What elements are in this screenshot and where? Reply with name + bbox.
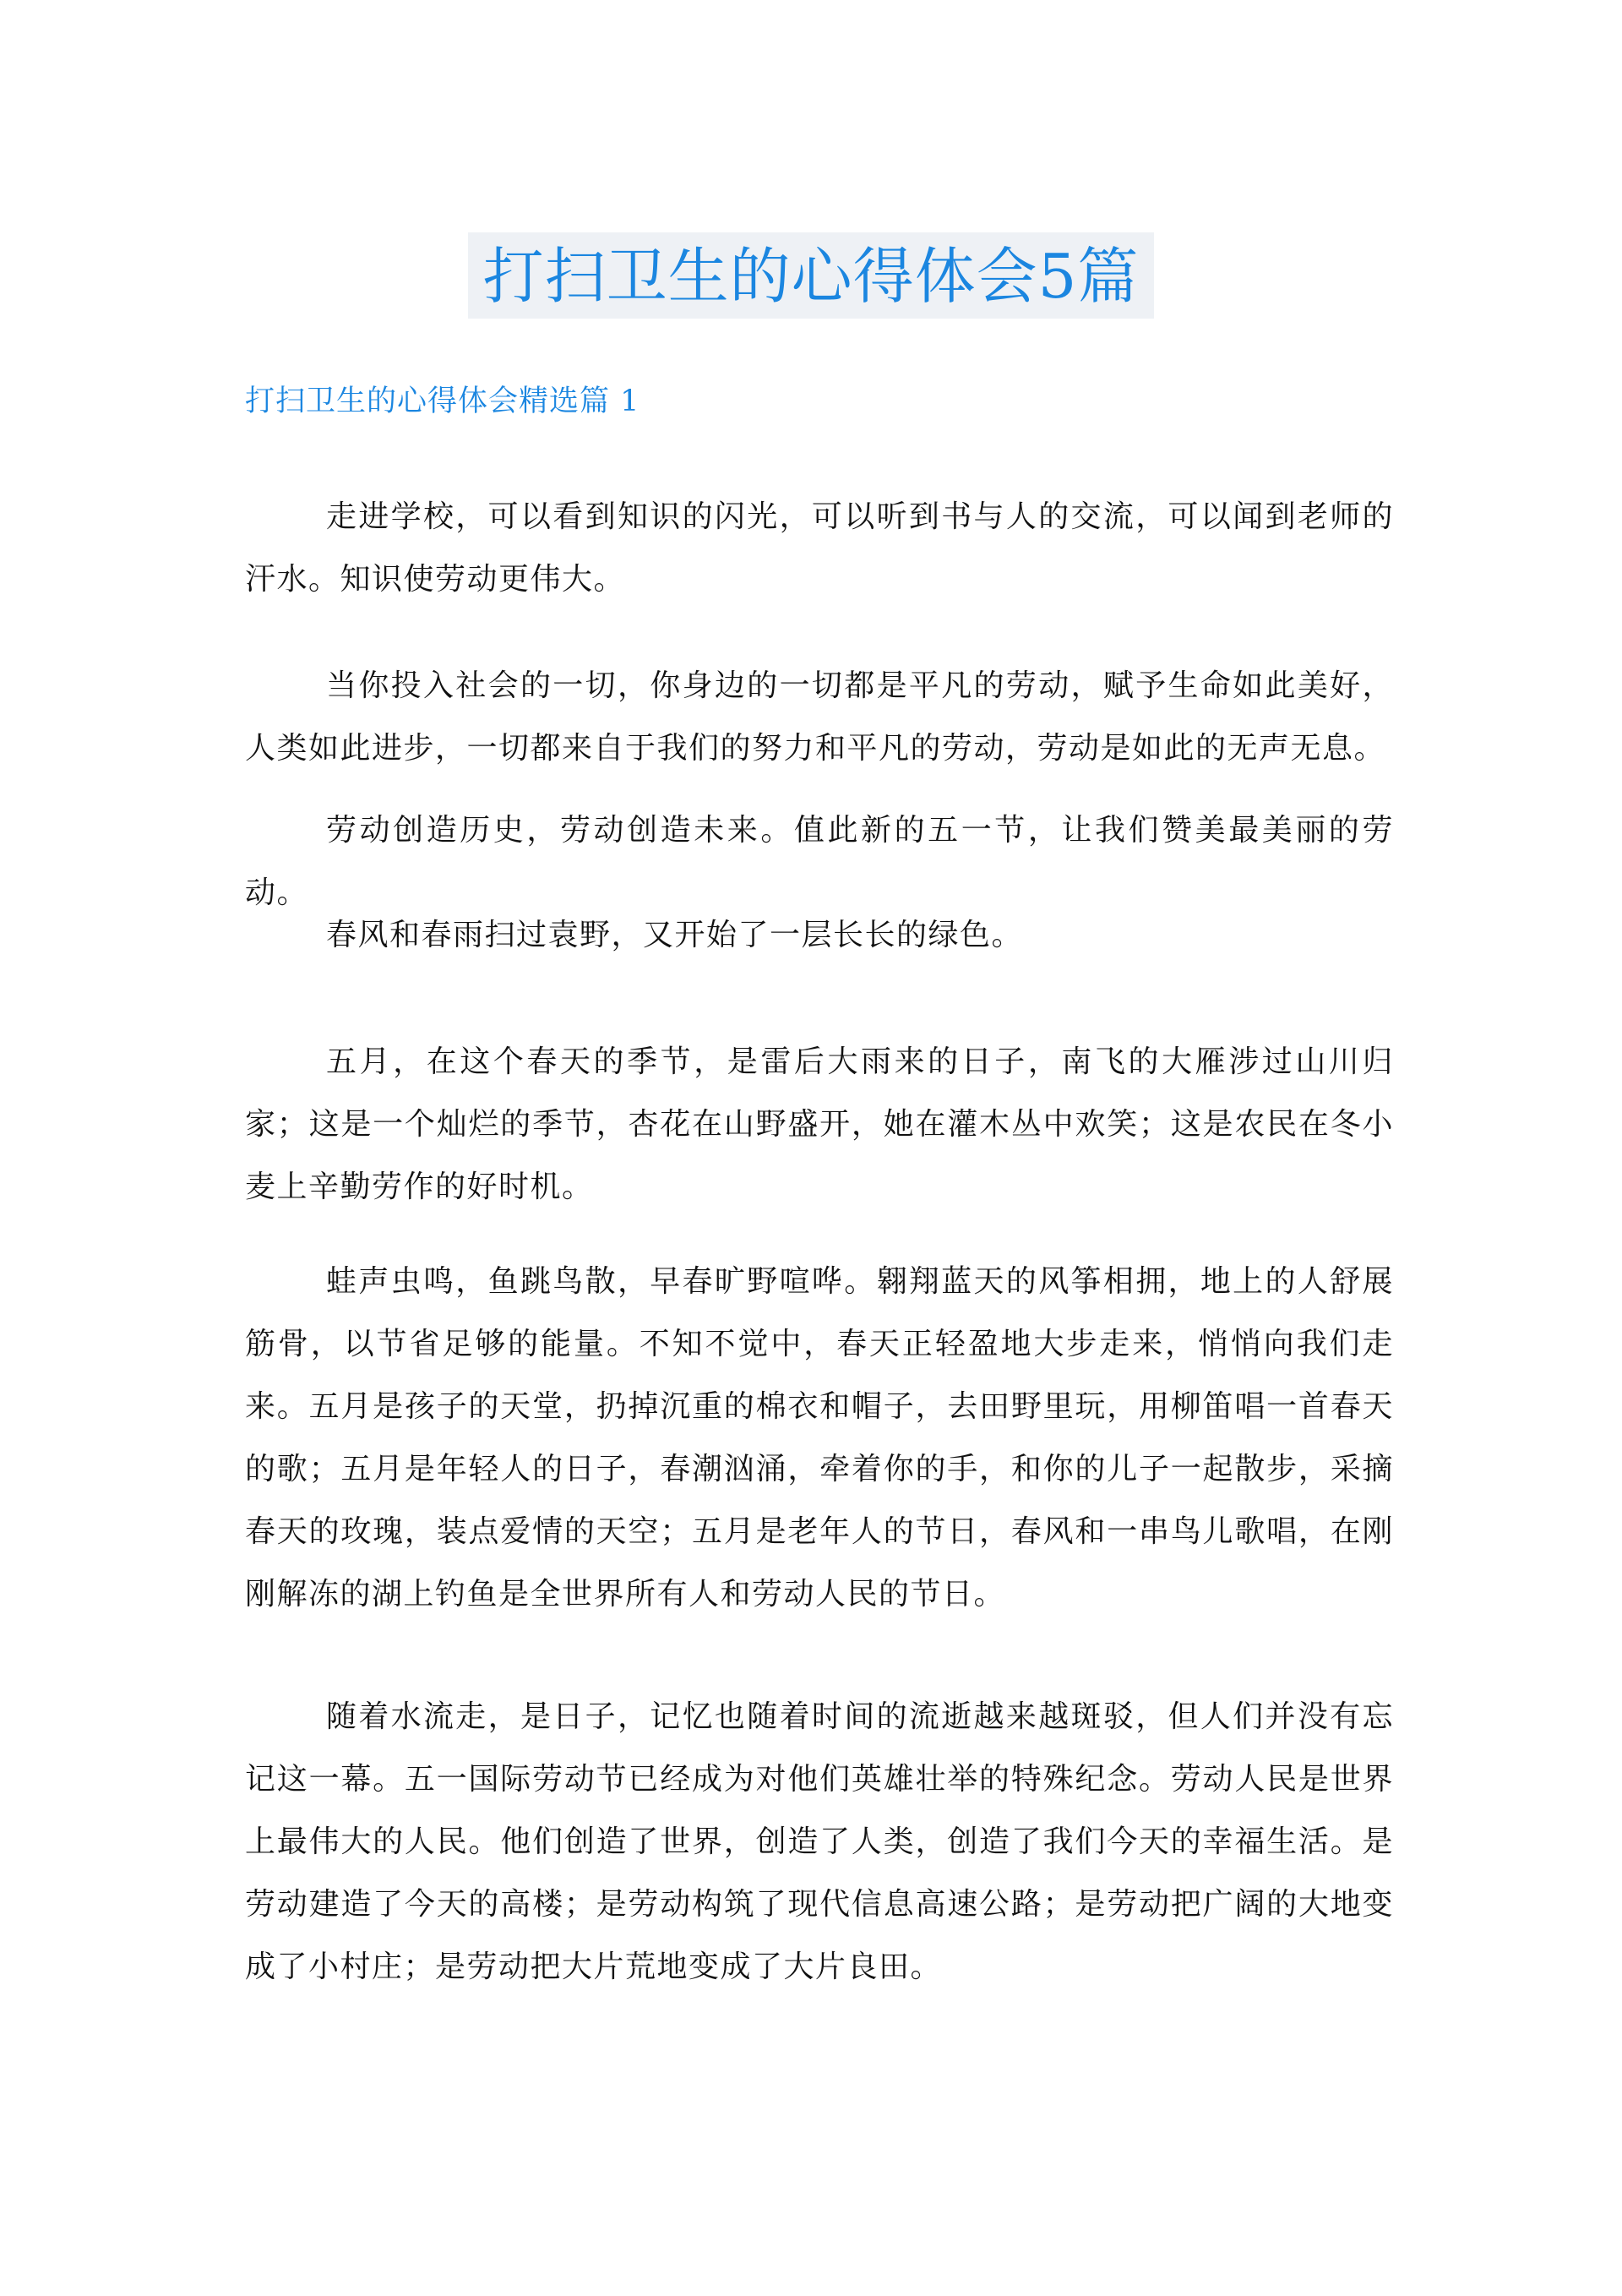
paragraph: 随着水流走，是日子，记忆也随着时间的流逝越来越斑驳，但人们并没有忘记这一幕。五一国际劳动节已经成为对他们英雄壮举的特殊纪念。劳动人民是世界上最伟大的人民。他们创造了世界，创造了人类，创造了我们今天的幸福生活。是劳动建造了今天的高楼；是劳动构筑了现代信息高速公路；是劳动把广阔的大地变成了小村庄；是劳动把大片荒地变成了大片良田。 bbox=[245, 1699, 1394, 1984]
paragraph: 劳动创造历史，劳动创造未来。值此新的五一节，让我们赞美最美丽的劳动。 bbox=[245, 813, 1394, 910]
title-container bbox=[0, 232, 1622, 319]
paragraph: 走进学校，可以看到知识的闪光，可以听到书与人的交流，可以闻到老师的汗水。知识使劳动更伟大。 bbox=[245, 499, 1394, 597]
paragraph: 蛙声虫鸣，鱼跳鸟散，早春旷野喧哗。翱翔蓝天的风筝相拥，地上的人舒展筋骨，以节省足够的能量。不知不觉中，春天正轻盈地大步走来，悄悄向我们走来。五月是孩子的天堂，扔掉沉重的棉衣和帽子，去田野里玩，用柳笛唱一首春天的歌；五月是年轻人的日子，春潮汹涌，牵着你的手，和你的儿子一起散步，采摘春天的玫瑰，装点爱情的天空；五月是老年人的节日，春风和一串鸟儿歌唱，在刚刚解冻的湖上钓鱼是全世界所有人和劳动人民的节日。 bbox=[245, 1264, 1394, 1612]
document-title: 打扫卫生的心得体会5篇 bbox=[468, 232, 1155, 319]
paragraph: 五月，在这个春天的季节，是雷后大雨来的日子，南飞的大雁涉过山川归家；这是一个灿烂的季节，杏花在山野盛开，她在灌木丛中欢笑；这是农民在冬小麦上辛勤劳作的好时机。 bbox=[245, 1044, 1394, 1204]
section-heading: 打扫卫生的心得体会精选篇 1 bbox=[245, 384, 640, 418]
paragraph: 春风和春雨扫过袁野，又开始了一层长长的绿色。 bbox=[326, 918, 1024, 952]
paragraph: 当你投入社会的一切，你身边的一切都是平凡的劳动，赋予生命如此美好，人类如此进步，一切都来自于我们的努力和平凡的劳动，劳动是如此的无声无息。 bbox=[245, 668, 1394, 766]
